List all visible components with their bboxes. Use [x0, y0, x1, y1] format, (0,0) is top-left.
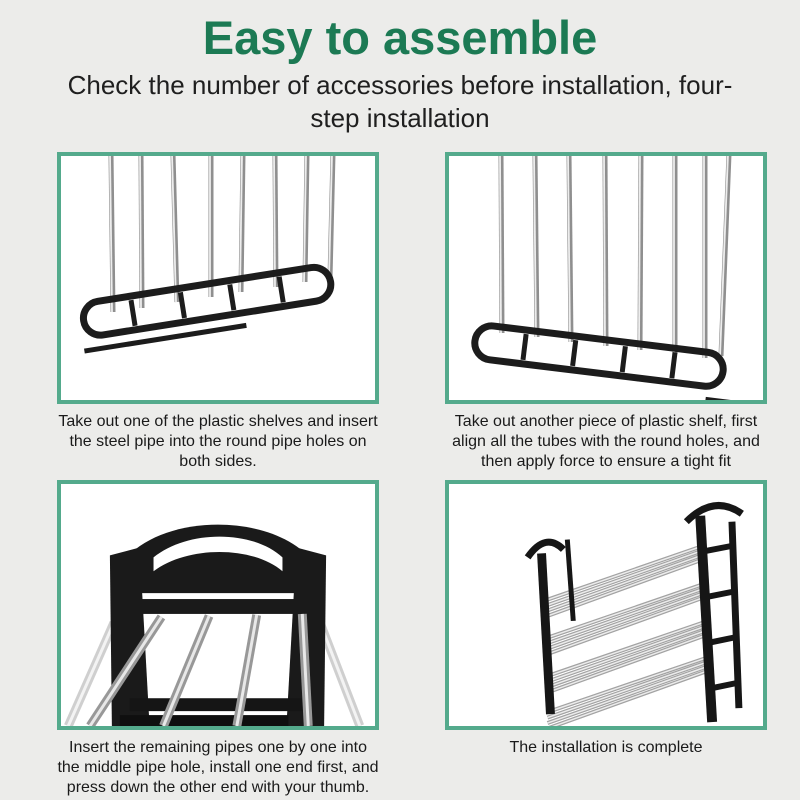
step-3-caption: Insert the remaining pipes one by one into the middle pipe hole, install one end first, and press down the other end with your thumb.	[57, 739, 379, 797]
step-2-caption: Take out another piece of plastic shelf, first align all the tubes with the round holes, and then apply force to ensure a tight fit	[452, 413, 760, 471]
step-2-panel	[445, 152, 767, 404]
page-title: Easy to assemble	[202, 11, 598, 64]
step-3-panel	[57, 480, 379, 730]
plastic-base-frame	[77, 265, 335, 351]
step-1-caption: Take out one of the plastic shelves and insert the steel pipe into the round pipe holes on both sides.	[58, 413, 378, 471]
step-4-illustration-icon	[449, 484, 763, 726]
steel-pipes	[110, 156, 333, 312]
step-2-cell	[445, 152, 767, 480]
step-2-illustration-icon	[449, 156, 763, 400]
plastic-top-frame	[110, 525, 326, 726]
page-subtitle: Check the number of accessories before installation, four-step installation	[67, 69, 733, 134]
step-3-cell	[57, 480, 379, 800]
step-1-illustration-icon	[61, 156, 375, 400]
step-4-caption: The installation is complete	[509, 739, 703, 757]
step-3-illustration-icon	[61, 484, 375, 726]
step-1-cell	[57, 152, 379, 480]
step-4-panel	[445, 480, 767, 730]
header	[0, 0, 800, 136]
step-1-panel	[57, 152, 379, 404]
step-4-cell	[445, 480, 767, 800]
steps-grid	[57, 152, 800, 800]
